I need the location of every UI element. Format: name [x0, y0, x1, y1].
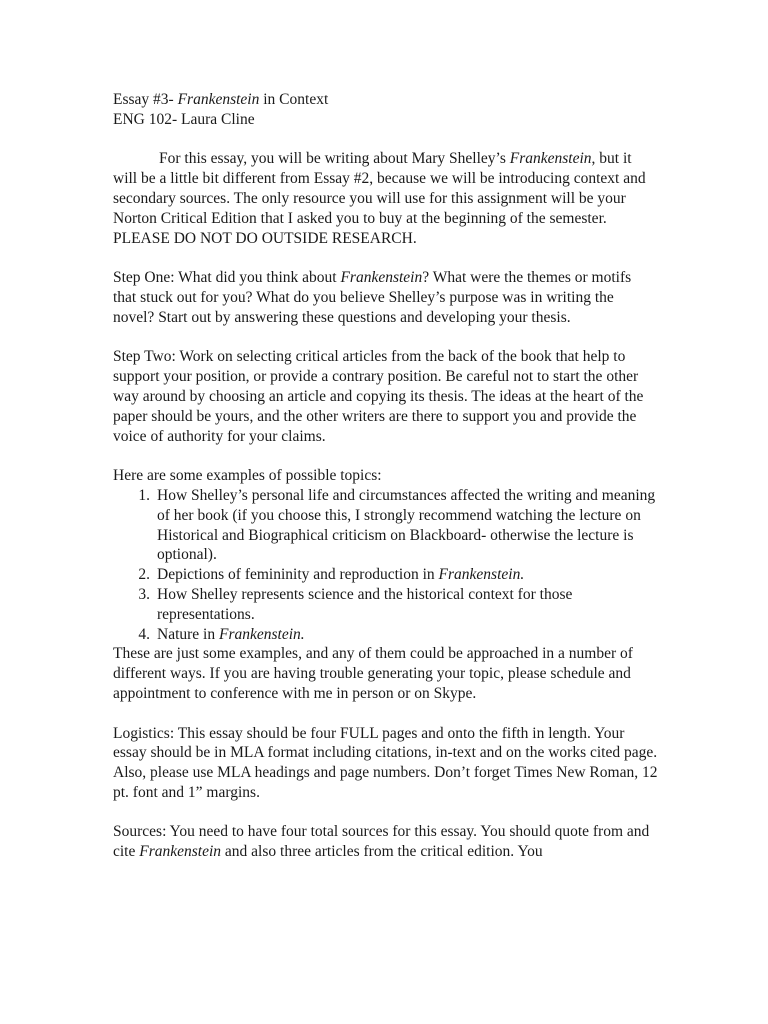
list-item: 2. Depictions of femininity and reproduction in Frankenstein. — [138, 566, 525, 584]
logistics-paragraph: Logistics: This essay should be four FULL pages and onto the fifth in length. Your essay should be in MLA format including citations, in-text and on the works cited page. Also, please use MLA headings and page numbers. Don’t forget Times New Roman, 12 pt. font and 1” margins. — [113, 724, 658, 801]
title-italic: Frankenstein — [177, 91, 260, 108]
topics-after-paragraph: These are just some examples, and any of them could be approached in a number of different ways. If you are having trouble generating your topic, please schedule and appointment to conference with me in person or on Skype. — [113, 645, 633, 702]
course-line: ENG 102- Laura Cline — [113, 110, 255, 128]
intro-paragraph: For this essay, you will be writing about Mary Shelley’s Frankenstein, but it will be a little bit different from Essay #2, because we will be introducing context and secondary sources. The only resource you will use for this assignment will be your Norton Critical Edition that I asked you to buy at the beginning of the semester. PLEASE DO NOT DO OUTSIDE RESEARCH. — [113, 150, 646, 247]
step-two-paragraph: Step Two: Work on selecting critical articles from the back of the book that help to support your position, or provide a contrary position. Be careful not to start the other way around by choosing an article and copying its thesis. The ideas at the heart of the paper should be yours, and the other writers are there to support you and provide the voice of authority for your claims. — [113, 348, 644, 445]
essay-title: Essay #3- Frankenstein in Context — [113, 91, 329, 108]
topics-list — [113, 486, 658, 644]
step-one-paragraph: Step One: What did you think about Frankenstein? What were the themes or motifs that stuck out for you? What do you believe Shelley’s purpose was in writing the novel? Start out by answering these questions and developing your thesis. — [113, 269, 632, 326]
sources-paragraph: Sources: You need to have four total sources for this essay. You should quote from and cite Frankenstein and also three articles from the critical edition. You — [113, 823, 650, 861]
list-item: 3. How Shelley represents science and the historical context for those representations. — [138, 585, 573, 623]
list-item: 1. How Shelley’s personal life and circumstances affected the writing and meaning of her book (if you choose this, I strongly recommend watching the lecture on Historical and Biographical criticism on Blackboard- otherwise the lecture is optional). — [138, 486, 656, 564]
document-content — [113, 90, 658, 882]
topics-intro: Here are some examples of possible topics: — [113, 467, 382, 485]
list-item: 4. Nature in Frankenstein. — [138, 625, 305, 643]
